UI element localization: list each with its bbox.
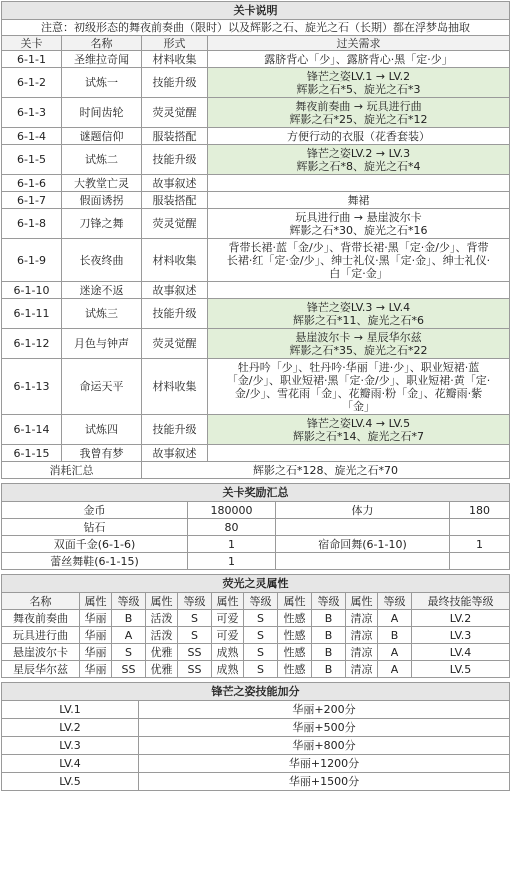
stage-row — [2, 192, 510, 209]
spirit-cell: A — [378, 610, 412, 627]
spirit-cell: 优雅 — [146, 644, 178, 661]
stage-id: 6-1-13 — [2, 359, 62, 415]
spirit-cell: 活泼 — [146, 627, 178, 644]
spirit-cell: B — [378, 627, 412, 644]
skill-level: LV.2 — [2, 719, 139, 737]
stage-id: 6-1-12 — [2, 329, 62, 359]
spirit-cell: 可爱 — [212, 610, 244, 627]
spirit-cell: S — [244, 627, 278, 644]
requirement-line: 辉影之石*35、旋光之石*22 — [289, 343, 428, 357]
requirement-line: 白「定·金」 — [329, 266, 388, 280]
stage-row — [2, 209, 510, 239]
requirement-line: 锋芒之姿LV.2 → LV.3 — [306, 146, 411, 160]
spirit-cell: 性感 — [278, 661, 312, 678]
stage-row — [2, 282, 510, 299]
stage-row — [2, 68, 510, 98]
stage-requirement — [208, 175, 510, 192]
spirit-header-cell: 名称 — [2, 593, 80, 610]
stage-requirement — [208, 359, 510, 415]
stage-row — [2, 51, 510, 68]
spirit-header-cell: 等级 — [312, 593, 346, 610]
stage-requirement — [208, 209, 510, 239]
stage-requirement — [208, 329, 510, 359]
stage-type: 技能升级 — [142, 299, 208, 329]
stage-id: 6-1-7 — [2, 192, 62, 209]
reward-table — [1, 483, 510, 570]
stage-id: 6-1-4 — [2, 128, 62, 145]
spirit-cell: 玩具进行曲 — [2, 627, 80, 644]
stage-rows — [2, 51, 510, 462]
header-type: 形式 — [142, 36, 208, 51]
skill-row — [2, 701, 510, 719]
spirit-header-cell: 等级 — [112, 593, 146, 610]
spirit-cell: S — [244, 661, 278, 678]
spirit-row — [2, 661, 510, 678]
spirit-cell: A — [378, 661, 412, 678]
spirit-cell: S — [178, 610, 212, 627]
stage-name: 长夜终曲 — [62, 239, 142, 282]
skill-row — [2, 773, 510, 791]
spirit-header-cell: 属性 — [346, 593, 378, 610]
spirit-cell: 可爱 — [212, 627, 244, 644]
stage-type: 技能升级 — [142, 68, 208, 98]
stage-name: 命运天平 — [62, 359, 142, 415]
spirit-cell: 性感 — [278, 627, 312, 644]
reward-cell — [276, 553, 450, 570]
reward-cell: 钻石 — [2, 519, 188, 536]
spirit-cell: 性感 — [278, 610, 312, 627]
skill-bonus: 华丽+200分 — [139, 701, 510, 719]
stage-type: 材料收集 — [142, 359, 208, 415]
stage-requirement — [208, 282, 510, 299]
stage-name: 刀锋之舞 — [62, 209, 142, 239]
requirement-line: 锋芒之姿LV.3 → LV.4 — [306, 300, 411, 314]
spirit-cell: 成熟 — [212, 644, 244, 661]
spirit-cell: 活泼 — [146, 610, 178, 627]
stage-id: 6-1-11 — [2, 299, 62, 329]
stage-requirement — [208, 299, 510, 329]
reward-rows — [2, 502, 510, 570]
header-name: 名称 — [62, 36, 142, 51]
stage-requirement — [208, 445, 510, 462]
reward-row — [2, 536, 510, 553]
spirit-header-cell: 最终技能等级 — [412, 593, 510, 610]
stage-id: 6-1-10 — [2, 282, 62, 299]
skill-row — [2, 737, 510, 755]
stage-type: 技能升级 — [142, 145, 208, 175]
stage-requirement — [208, 145, 510, 175]
stage-row — [2, 359, 510, 415]
skill-bonus: 华丽+1200分 — [139, 755, 510, 773]
reward-cell: 宿命回舞(6-1-10) — [276, 536, 450, 553]
stage-requirement — [208, 192, 510, 209]
requirement-line: 「金」 — [342, 399, 375, 413]
stage-row — [2, 175, 510, 192]
stage-requirement — [208, 415, 510, 445]
stage-type: 技能升级 — [142, 415, 208, 445]
spirit-cell: 成熟 — [212, 661, 244, 678]
stage-name: 大教堂亡灵 — [62, 175, 142, 192]
spirit-cell: 悬崖波尔卡 — [2, 644, 80, 661]
stage-row — [2, 299, 510, 329]
requirement-line: 背带长裙·蓝「金/少」、背带长裙·黑「定·金/少」、背带 — [228, 240, 489, 254]
spirit-cell: S — [244, 644, 278, 661]
spirit-cell: S — [178, 627, 212, 644]
spirit-cell: A — [378, 644, 412, 661]
spirit-header-cell: 等级 — [378, 593, 412, 610]
stage-row — [2, 415, 510, 445]
spirit-cell: 清凉 — [346, 661, 378, 678]
stage-name: 试炼四 — [62, 415, 142, 445]
header-stage: 关卡 — [2, 36, 62, 51]
stage-id: 6-1-8 — [2, 209, 62, 239]
requirement-line: 辉影之石*11、旋光之石*6 — [293, 313, 424, 327]
stage-name: 迷途不返 — [62, 282, 142, 299]
stage-table — [1, 1, 510, 479]
reward-cell: 体力 — [276, 502, 450, 519]
stage-row — [2, 445, 510, 462]
spirit-header-row — [2, 593, 510, 610]
requirement-line: 锋芒之姿LV.4 → LV.5 — [306, 416, 411, 430]
spirit-cell: 清凉 — [346, 644, 378, 661]
stage-requirement — [208, 98, 510, 128]
stage-row — [2, 128, 510, 145]
reward-cell: 金币 — [2, 502, 188, 519]
spirit-header-cell: 属性 — [212, 593, 244, 610]
stage-id: 6-1-9 — [2, 239, 62, 282]
stage-id: 6-1-5 — [2, 145, 62, 175]
reward-row — [2, 502, 510, 519]
total-label: 消耗汇总 — [2, 462, 142, 479]
stage-id: 6-1-2 — [2, 68, 62, 98]
spirit-cell: S — [244, 610, 278, 627]
stage-type: 故事叙述 — [142, 282, 208, 299]
reward-row — [2, 519, 510, 536]
requirement-line: 露脐背心「少」、露脐背心·黑「定·少」 — [264, 52, 453, 66]
requirement-line: 辉影之石*30、旋光之石*16 — [289, 223, 428, 237]
stage-name: 圣维拉奇闻 — [62, 51, 142, 68]
stage-name: 月色与钟声 — [62, 329, 142, 359]
spirit-row — [2, 644, 510, 661]
reward-cell: 1 — [450, 536, 510, 553]
stage-type: 荧灵觉醒 — [142, 209, 208, 239]
requirement-line: 悬崖波尔卡 → 星辰华尔兹 — [295, 330, 422, 344]
skill-rows — [2, 701, 510, 791]
spirit-cell: 华丽 — [80, 644, 112, 661]
stage-name: 试炼二 — [62, 145, 142, 175]
spirit-cell: 清凉 — [346, 610, 378, 627]
requirement-line: 舞裙 — [347, 193, 370, 207]
spirit-cell: 星辰华尔兹 — [2, 661, 80, 678]
stage-row — [2, 98, 510, 128]
skill-row — [2, 755, 510, 773]
total-value: 辉影之石*128、旋光之石*70 — [142, 462, 510, 479]
stage-name: 时间齿轮 — [62, 98, 142, 128]
stage-name: 谜题信仰 — [62, 128, 142, 145]
reward-cell — [450, 553, 510, 570]
reward-cell: 1 — [188, 553, 276, 570]
spirit-header-cell: 等级 — [178, 593, 212, 610]
spirit-cell: SS — [178, 644, 212, 661]
requirement-line: 玩具进行曲 → 悬崖波尔卡 — [295, 210, 422, 224]
spirit-cell: B — [312, 627, 346, 644]
reward-row — [2, 553, 510, 570]
skill-level: LV.4 — [2, 755, 139, 773]
spirit-cell: 性感 — [278, 644, 312, 661]
spirit-row — [2, 610, 510, 627]
reward-cell: 180 — [450, 502, 510, 519]
spirit-cell: B — [312, 644, 346, 661]
stage-id: 6-1-1 — [2, 51, 62, 68]
requirement-line: 方便行动的衣服（花香套装） — [287, 129, 430, 143]
stage-name: 试炼一 — [62, 68, 142, 98]
stage-requirement — [208, 239, 510, 282]
reward-cell: 1 — [188, 536, 276, 553]
spirit-cell: LV.5 — [412, 661, 510, 678]
reward-cell — [450, 519, 510, 536]
stage-row — [2, 145, 510, 175]
reward-cell: 双面千金(6-1-6) — [2, 536, 188, 553]
skill-bonus: 华丽+1500分 — [139, 773, 510, 791]
requirement-line: 辉影之石*14、旋光之石*7 — [293, 429, 424, 443]
requirement-line: 牡丹吟「少」、牡丹吟·华丽「进·少」、职业短裙·蓝 — [237, 360, 480, 374]
spirit-cell: S — [112, 644, 146, 661]
spirit-header-cell: 属性 — [146, 593, 178, 610]
spirit-cell: 优雅 — [146, 661, 178, 678]
spirit-cell: A — [112, 627, 146, 644]
guide-page — [1, 1, 510, 791]
spirit-cell: LV.2 — [412, 610, 510, 627]
requirement-line: 辉影之石*8、旋光之石*4 — [296, 159, 421, 173]
requirement-line: 金/少」、雪花雨「金」、花瓣雨·粉「金」、花瓣雨·紫 — [234, 386, 483, 400]
spirit-cell: 华丽 — [80, 627, 112, 644]
stage-type: 材料收集 — [142, 239, 208, 282]
stage-type: 服装搭配 — [142, 128, 208, 145]
stage-type: 荧灵觉醒 — [142, 329, 208, 359]
stage-type: 服装搭配 — [142, 192, 208, 209]
spirit-cell: SS — [112, 661, 146, 678]
requirement-line: 长裙·红「定·金/少」、绅士礼仪·黑「定·金」、绅士礼仪· — [226, 253, 491, 267]
stage-id: 6-1-15 — [2, 445, 62, 462]
spirit-cell: 舞夜前奏曲 — [2, 610, 80, 627]
stage-requirement — [208, 68, 510, 98]
spirit-rows — [2, 610, 510, 678]
stage-type: 故事叙述 — [142, 175, 208, 192]
stage-name: 假面诱拐 — [62, 192, 142, 209]
stage-id: 6-1-6 — [2, 175, 62, 192]
reward-table-title: 关卡奖励汇总 — [2, 484, 510, 502]
stage-type: 材料收集 — [142, 51, 208, 68]
requirement-line: 锋芒之姿LV.1 → LV.2 — [306, 69, 411, 83]
stage-row — [2, 329, 510, 359]
skill-table-title: 锋芒之姿技能加分 — [2, 683, 510, 701]
spirit-header-cell: 属性 — [278, 593, 312, 610]
stage-notice: 注意：初级形态的舞夜前奏曲（限时）以及辉影之石、旋光之石（长期）都在浮梦岛抽取 — [2, 20, 510, 36]
stage-id: 6-1-14 — [2, 415, 62, 445]
spirit-header-cell: 属性 — [80, 593, 112, 610]
spirit-cell: LV.3 — [412, 627, 510, 644]
spirit-table — [1, 574, 510, 678]
requirement-line: 辉影之石*5、旋光之石*3 — [296, 82, 421, 96]
skill-level: LV.5 — [2, 773, 139, 791]
reward-cell: 180000 — [188, 502, 276, 519]
spirit-table-title: 荧光之灵属性 — [2, 575, 510, 593]
spirit-cell: B — [312, 610, 346, 627]
skill-row — [2, 719, 510, 737]
requirement-line: 舞夜前奏曲 → 玩具进行曲 — [295, 99, 422, 113]
spirit-header-cell: 等级 — [244, 593, 278, 610]
spirit-row — [2, 627, 510, 644]
spirit-cell: B — [112, 610, 146, 627]
stage-requirement — [208, 51, 510, 68]
spirit-cell: 清凉 — [346, 627, 378, 644]
stage-requirement — [208, 128, 510, 145]
stage-type: 荧灵觉醒 — [142, 98, 208, 128]
stage-type: 故事叙述 — [142, 445, 208, 462]
spirit-cell: LV.4 — [412, 644, 510, 661]
stage-name: 试炼三 — [62, 299, 142, 329]
header-requirement: 过关需求 — [208, 36, 510, 51]
requirement-line: 辉影之石*25、旋光之石*12 — [289, 112, 428, 126]
spirit-cell: SS — [178, 661, 212, 678]
stage-name: 我曾有梦 — [62, 445, 142, 462]
requirement-line: 「金/少」、职业短裙·黑「定·金/少」、职业短裙·黄「定· — [226, 373, 491, 387]
stage-row — [2, 239, 510, 282]
spirit-cell: B — [312, 661, 346, 678]
reward-cell: 80 — [188, 519, 276, 536]
skill-bonus: 华丽+800分 — [139, 737, 510, 755]
stage-id: 6-1-3 — [2, 98, 62, 128]
spirit-cell: 华丽 — [80, 610, 112, 627]
skill-bonus: 华丽+500分 — [139, 719, 510, 737]
reward-cell: 蕾丝舞鞋(6-1-15) — [2, 553, 188, 570]
skill-level: LV.3 — [2, 737, 139, 755]
skill-table — [1, 682, 510, 791]
stage-table-title: 关卡说明 — [2, 2, 510, 20]
spirit-cell: 华丽 — [80, 661, 112, 678]
reward-cell — [276, 519, 450, 536]
skill-level: LV.1 — [2, 701, 139, 719]
